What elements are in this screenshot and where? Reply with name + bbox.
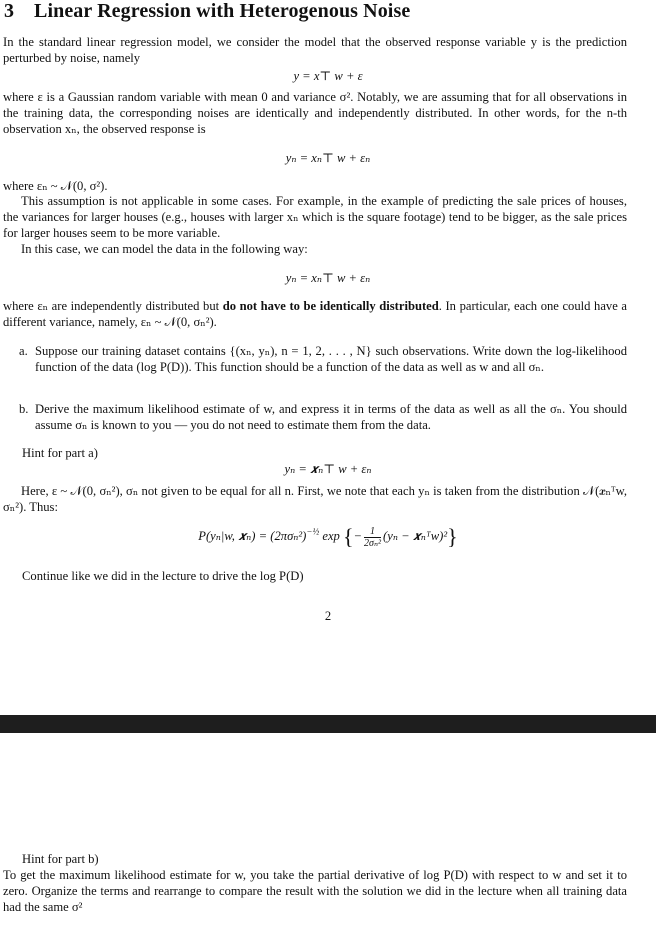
section-number: 3 <box>4 0 15 22</box>
equation-1: y = x⊤ w + ε <box>293 69 363 83</box>
eq5-fraction <box>364 526 381 549</box>
eq5-rhs: (yₙ − 𝒙ₙᵀw)² <box>383 528 448 543</box>
para6-pre: where εₙ are independently distributed but <box>3 299 223 313</box>
eq5-open-brace: { <box>342 524 354 549</box>
para6-bold: do not have to be identically distributed <box>222 299 439 313</box>
item-b-text: Derive the maximum likelihood estimate of w, and express it in terms of the data as well as all the σₙ. You should assume σₙ is known to you — you do not need to estimate them from the data. <box>35 402 627 432</box>
page-separator-bar <box>0 715 656 733</box>
question-item-b <box>19 401 627 433</box>
eq5-exp: exp <box>319 528 343 543</box>
hint-a-title: Hint for part a) <box>22 446 98 460</box>
eq5-close-brace: } <box>447 524 458 549</box>
hint-b-text: To get the maximum likelihood estimate for w, you take the partial derivative of log P(D) with respect to w and set it to zero. Organize the terms and rearrange to compare the result with the solution we did in the lecture when all training data had the same σ² <box>3 868 627 914</box>
item-a-text: Suppose our training dataset contains {(xₙ, yₙ), n = 1, 2, . . . , N} such observations. Write down the log-likelihood function of the data (log P(D)). This function should be a function of the data as well as w and all σₙ. <box>35 344 627 374</box>
eq5-frac-bottom: 2σₙ² <box>364 537 382 549</box>
hint-a-text: Here, ε ~ 𝒩(0, σₙ²), σₙ not given to be equal for all n. First, we note that each yₙ is taken from the distribution 𝒩(𝒙ₙᵀw, σₙ²). Thus: <box>3 484 627 514</box>
equation-3: yₙ = xₙ⊤ w + εₙ <box>285 271 371 285</box>
question-item-a <box>19 343 627 375</box>
eq5-exponent: −½ <box>306 526 320 537</box>
paragraph-model-intro: In this case, we can model the data in the following way: <box>21 242 308 256</box>
eq5-lhs: P(yₙ|w, 𝒙ₙ) = (2πσₙ²) <box>198 528 307 543</box>
equation-5: P(yₙ|w, 𝒙ₙ) = $(2\pi\sigma_n^2)^{-\frac{1}{2}}$ exp {− $\frac{1}{\text{2σₙ²}}$ (yₙ − 𝒙ₙᵀw)²} <box>198 524 458 549</box>
equation-2: yₙ = xₙ⊤ w + εₙ <box>285 151 371 165</box>
eq5-frac-top: 1 <box>364 526 381 538</box>
hint-a-end: Continue like we did in the lecture to drive the log P(D) <box>22 569 304 583</box>
section-heading <box>4 0 410 23</box>
paragraph-counterexample: This assumption is not applicable in some cases. For example, in the example of predicting the sale prices of houses, the variances for larger houses (e.g., houses with larger xₙ which is the square footage) tend to be bigger, as the sale prices for larger houses seem to be more variable. <box>3 194 627 240</box>
paragraph-noise-distribution: where εₙ ~ 𝒩(0, σ²). <box>3 179 108 193</box>
section-title: Linear Regression with Heterogenous Noise <box>34 0 411 22</box>
hint-b-title: Hint for part b) <box>22 852 99 866</box>
paragraph-noise-assumption: where ε is a Gaussian random variable with mean 0 and variance σ². Notably, we are assuming that for all observations in the training data, the corresponding noises are identically and independently distributed. In other words, for the n-th observation xₙ, the observed response is <box>3 90 627 136</box>
equation-4: yₙ = 𝒙ₙ⊤ w + εₙ <box>284 462 372 476</box>
item-b-label: b. <box>19 402 29 416</box>
item-a-label: a. <box>19 344 28 358</box>
page-number: 2 <box>324 609 332 623</box>
intro-paragraph: In the standard linear regression model, we consider the model that the observed response variable y is the prediction perturbed by noise, namely <box>3 35 627 65</box>
para6-post: . In particular, each one could have a different variance, namely, εₙ ~ 𝒩(0, σₙ²). <box>3 299 627 329</box>
paragraph-heterogenous <box>3 298 627 330</box>
